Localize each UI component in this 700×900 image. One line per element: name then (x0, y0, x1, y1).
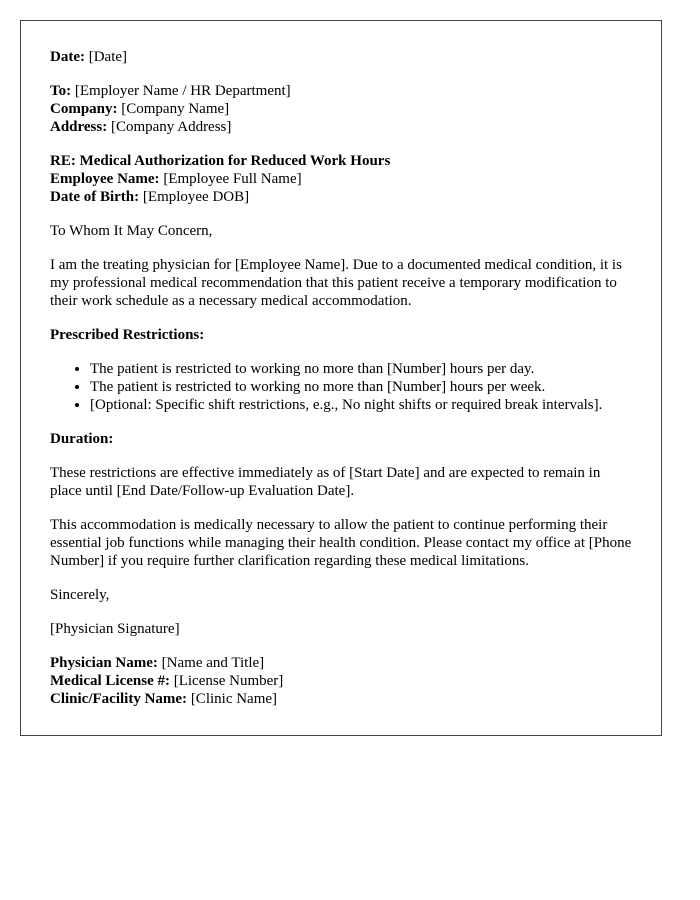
duration-heading: Duration: (50, 431, 114, 447)
salutation: To Whom It May Concern, (50, 223, 213, 239)
letter (20, 20, 662, 736)
restrictions-list (50, 360, 632, 414)
list-item: • The patient is restricted to working no more than [Number] hours per day. (90, 360, 632, 378)
list-item: • [Optional: Specific shift restrictions, e.g., No night shifts or required break intervals]. (90, 396, 632, 414)
date-line: Date: [Date] (50, 49, 128, 65)
signature: [Physician Signature] (50, 621, 180, 637)
intro-paragraph: I am the treating physician for [Employee Name]. Due to a documented medical condition, it is my professional medical recommendation that this patient receive a temporary modification to their work schedule as a necessary medical accommodation. (50, 257, 622, 309)
recipient-block: To: [Employer Name / HR Department] Company: [Company Name] Address: [Company Address] (50, 83, 291, 135)
physician-block: Physician Name: [Name and Title] Medical License #: [License Number] Clinic/Facility Name: [Clinic Name] (50, 655, 284, 707)
list-item: • The patient is restricted to working no more than [Number] hours per week. (90, 378, 632, 396)
closing-paragraph: This accommodation is medically necessary to allow the patient to continue performing their essential job functions while managing their health condition. Please contact my office at [Phone Number] if you require further clarification regarding these medical limitations. (50, 517, 632, 569)
subject-block: RE: Medical Authorization for Reduced Work Hours Employee Name: [Employee Full Name] Date of Birth: [Employee DOB] (50, 153, 391, 205)
subject-line: RE: Medical Authorization for Reduced Work Hours (50, 153, 391, 169)
restrictions-heading: Prescribed Restrictions: (50, 327, 205, 343)
duration-paragraph: These restrictions are effective immediately as of [Start Date] and are expected to remain in place until [End Date/Follow-up Evaluation Date]. (50, 465, 601, 499)
signoff: Sincerely, (50, 587, 110, 603)
